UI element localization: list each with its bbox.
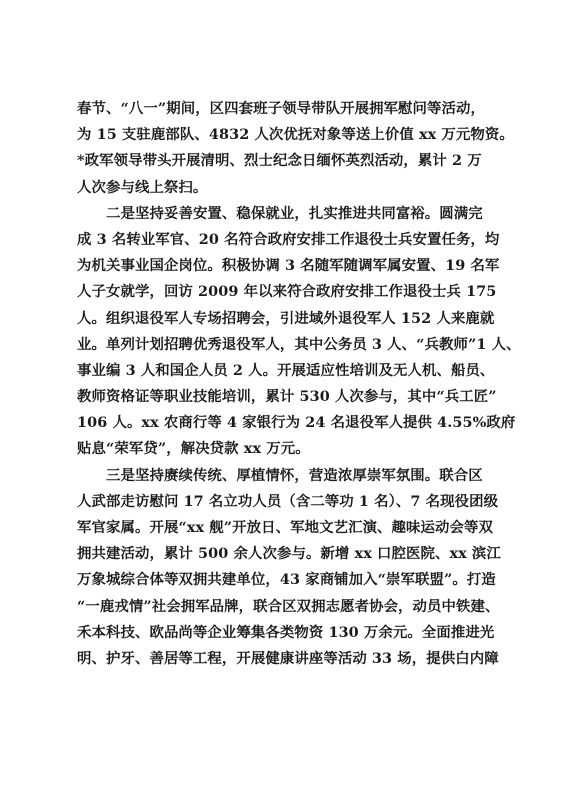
text-line: “一鹿戎情”社会拥军品牌，联合区双拥志愿者协会，动员中铁建、 [77,597,500,615]
text-line: 三是坚持赓续传统、厚植情怀，营造浓厚崇军氛围。联合区 [106,466,483,484]
text-line: 人次参与线上祭扫。 [77,178,208,196]
text-line: 成 3 名转业军官、20 名符合政府安排工作退役士兵安置任务，均 [77,230,500,248]
text-line: 二是坚持妥善安置、稳保就业，扎实推进共同富裕。圆满完 [106,204,483,222]
text-line: 明、护牙、善居等工程，开展健康讲座等活动 33 场，提供白内障 [77,649,499,667]
body-text [77,96,521,672]
text-line: 为 15 支驻鹿部队、4832 人次优抚对象等送上价值 xx 万元物资。 [77,126,514,144]
text-line: 万象城综合体等双拥共建单位，43 家商铺加入“崇军联盟”。打造 [77,571,496,589]
text-line: *政军领导带头开展清明、烈士纪念日缅怀英烈活动，累计 2 万 [77,152,482,170]
text-line: 为机关事业国企岗位。积极协调 3 名随军随调军属安置、19 名军 [77,257,500,275]
text-line: 春节、“八一”期间，区四套班子领导带队开展拥军慰问等活动， [77,100,486,117]
text-line: 业。单列计划招聘优秀退役军人，其中公务员 3 人、“兵教师”1 人、 [77,335,521,353]
text-line: 拥共建活动，累计 500 余人次参与。新增 xx 口腔医院、xx 滨江 [77,545,501,563]
text-line: 人子女就学，回访 2009 年以来符合政府安排工作退役士兵 175 [77,283,497,301]
text-line: 禾本科技、欧品尚等企业筹集各类物资 130 万余元。全面推进光 [77,623,495,641]
text-line: 军官家属。开展“xx 舰”开放日、军地文艺汇演、趣味运动会等双 [77,519,493,536]
text-line: 人武部走访慰问 17 名立功人员（含二等功 1 名）、7 名现役团级 [77,492,499,510]
text-line: 贴息“荣军贷”，解决贷款 xx 万元。 [77,440,310,458]
text-line: 事业编 3 人和国企人员 2 人。开展适应性培训及无人机、船员、 [77,361,495,379]
text-line: 106 人。xx 农商行等 4 家银行为 24 名退役军人提供 4.55%政府 [77,414,516,432]
text-line: 人。组织退役军人专场招聘会，引进域外退役军人 152 人来鹿就 [77,309,495,327]
text-line: 教师资格证等职业技能培训，累计 530 人次参与，其中“兵工匠” [77,388,497,406]
